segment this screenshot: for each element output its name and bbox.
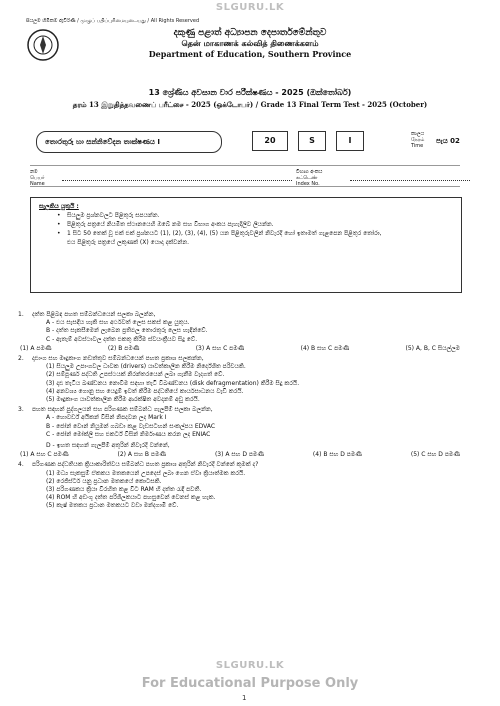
dept-name-english: Department of Education, Southern Province: [148, 49, 352, 59]
list-item: (5) කැෂ් මතකය ප්‍රධාන මතකයට වඩා මන්දගාමී වේ.: [46, 502, 179, 510]
time-label: [411, 131, 435, 149]
name-label-si: නම: [30, 169, 38, 175]
header: [80, 28, 420, 59]
list-item: (4) ROM හි අඩංගු දත්ත පරිශීලකයාට පහසුවෙන් වෙනස් කළ හැක.: [46, 494, 216, 502]
name-field[interactable]: [62, 180, 292, 181]
answer-option: (2) B පමණි: [107, 344, 140, 352]
time-label-si: කාලය: [411, 131, 425, 137]
answer-option: (4) B සහ D පමණි: [312, 451, 362, 459]
answer-option: (1) A පමණි: [20, 344, 52, 352]
question-stem: පහත සඳහන් පුද්ගලයන් සහ පරිගණක සම්බන්ධ ගැලපීම් සලකා බලන්න,: [32, 406, 213, 414]
instruction-item: • 1 සිට 50 තෙක් වූ එක් එක් ප්‍රශ්නයට (1), (2), (3), (4), (5) යන පිළිතුරුවලින් නිවැරදි හෝ ඉතාමත් ගැළපෙන පිළිතුර තෝරා,: [39, 229, 453, 238]
name-index-row: [30, 165, 460, 187]
question-line: C - ඇතැම් අවස්ථාවල දත්ත එකතු කිරීම ස්වයංක්‍රීයව සිදු වේ.: [46, 335, 198, 343]
subject-row: [36, 131, 460, 155]
question-number: 2.: [18, 355, 24, 363]
answer-option: (3) A සහ C පමණි: [195, 344, 245, 352]
question-line: A - එය සැසඳිය හැකි සහ අර්ථවත් ලෙස සකස් කළ යුතුය.: [46, 319, 190, 327]
question-stem: පරිගණක පද්ධතියක ක්‍රියාකාරිත්වය සම්බන්ධ පහත ප්‍රකාශ අතුරින් නිවැරදි වන්නේ කුමක් ද?: [32, 461, 259, 469]
exam-subtitle: தரம் 13 இறுதித்தவணைப் பரீட்சை - 2025 (ஒக்டோபர்) / Grade 13 Final Term Test - 2025 (October): [72, 100, 428, 109]
instruction-item-continued: එය පිළිතුරු පත්‍රයේ ලකුණක් (X) යොදා දක්වන්න.: [67, 239, 190, 246]
answer-options: [18, 451, 480, 459]
list-item: (2) සම්පූර්ණ පද්ධති උපස්ථයක් නිරන්තරයෙන් ලබා ගැනීම වැදගත් වේ.: [46, 371, 225, 379]
question-stem: දෘඪාංග සහ මෘදුකාංග නඩත්තුව සම්බන්ධයෙන් පහත ප්‍රකාශ සලකන්න,: [32, 355, 204, 363]
list-item: (1) මධ්‍ය සැකසුම් ඒකකය මතකයෙන් උපදෙස් ලබා ගෙන ඒවා ක්‍රියාත්මක කරයි.: [46, 469, 246, 477]
question-number: 1.: [18, 311, 24, 318]
watermark-bottom: SLGURU.LK: [215, 660, 285, 671]
question: [18, 311, 480, 353]
answer-option: (3) A සහ D පමණි: [214, 451, 264, 459]
watermark-educational: For Educational Purpose Only: [141, 676, 359, 691]
question-number: 4.: [18, 461, 24, 469]
question-line: B - ජෝන් වොන් නියුමන් ගබඩා කළ වැඩසටහන් සංකල්පය EDVAC: [46, 422, 216, 430]
subject-name: තොරතුරු හා සන්නිවේදන තාක්ෂණය I: [36, 131, 222, 153]
copyright-notice: සියලුම හිමිකම් ඇවිරිණි / முழுப் பதிப்புரிமையுடையது / All Rights Reserved: [26, 18, 200, 24]
list-item: (2) රෙජිස්ටර් යනු ප්‍රධාන මතකයේ කොටසකි.: [46, 477, 162, 485]
list-item: (1) සියලුම උපාංගවල ධාවක (drivers) යාවත්කාලීන කිරීම නිර්දේශිත පරිචයකි.: [46, 363, 246, 371]
subject-code-box: S: [298, 131, 326, 151]
question-line: B - දත්ත සැකසීමෙන් ලැබෙන ප්‍රතිඵල තොරතුරු ලෙස හැඳින්වේ.: [46, 327, 208, 335]
list-item: (5) මෘදුකාංග යාවත්කාලීන කිරීම ආරක්ෂිත අවදානම් අඩු කරයි.: [46, 396, 200, 404]
index-label-ta: சுட்டெண்: [296, 175, 318, 181]
answer-option: (2) A සහ B පමණි: [117, 451, 167, 459]
question-line: C - ජෝන් මෝක්ලි සහ එකර්ට් විසින් නිර්මාණය කරන ලද ENIAC: [46, 430, 211, 438]
list-item: (3) පරිගණකය ක්‍රියා විරහිත කළ විට RAM හි දත්ත රැඳී පවතී.: [46, 486, 202, 494]
subject-code-box: I: [336, 131, 364, 151]
exam-title: 13 ශ්‍රේණිය අවසාන වාර පරීක්ෂණය - 2025 (ඔක්තෝබර්): [148, 88, 352, 97]
time-label-en: Time: [411, 143, 424, 149]
dept-name-sinhala: දකුණු පළාත් අධ්‍යාපන දෙපාර්තමේන්තුව: [173, 28, 327, 38]
watermark-top: SLGURU.LK: [215, 2, 285, 13]
answer-option: (1) A සහ C පමණි: [20, 451, 69, 459]
name-label-en: Name: [30, 181, 45, 187]
question: [18, 406, 480, 459]
instruction-item: • පිළිතුරු පත්‍රයේ නියමිත ස්ථානයෙහි ඔබේ නම සහ විභාග අංකය පැහැදිලිව ලියන්න.: [39, 220, 453, 229]
duration-hours: පැය 02: [436, 137, 460, 145]
instruction-item: • සියලුම ප්‍රශ්නවලට පිළිතුරු සපයන්න.: [39, 211, 453, 220]
instructions-title: සැලකිය යුතුයි :: [39, 203, 79, 210]
question: [18, 461, 480, 510]
subject-code-box: 20: [252, 131, 288, 151]
answer-option: (5) C සහ D පමණි: [410, 451, 460, 459]
question-line: D - ඉහත සඳහන් ගැලපීම් අතුරින් නිවැරදි වන්නේ,: [46, 442, 170, 450]
answer-option: (5) A, B, C සියල්ලම: [405, 344, 460, 352]
department-logo-icon: [26, 28, 60, 62]
time-label-ta: நேரம்: [411, 137, 425, 143]
question-stem: දත්ත පිළිබඳ පහත සම්බන්ධයෙන් සලකා බලන්න,: [32, 311, 156, 318]
answer-option: (4) B සහ C පමණි: [300, 344, 350, 352]
index-number-field[interactable]: [350, 180, 470, 181]
list-item: (4) අනවශ්‍ය ගොනු සහ යෙදුම් ඉවත් කිරීම පද්ධතියේ කාර්යසාධනය වැඩි කරයි.: [46, 387, 244, 395]
questions-section: [18, 311, 480, 513]
index-label-en: Index No.: [296, 181, 320, 187]
list-item: (3) දෘඪ තැටිය ඛණ්ඩනය නොවීම සඳහා තැටි විඛණ්ඩනය (disk defragmentation) කිරීම සිදු කරයි.: [46, 379, 300, 387]
question-number: 3.: [18, 406, 24, 414]
instructions-box: [30, 197, 462, 293]
name-label: [30, 169, 52, 187]
page-number: 1: [242, 694, 247, 702]
question-line: A - හොවර්ඩ් අයිකන් විසින් නිපදවන ලද Mark I: [46, 414, 167, 422]
index-label-si: විභාග අංකය: [296, 169, 323, 175]
name-label-ta: பெயர்: [30, 175, 45, 181]
index-label: [296, 169, 336, 187]
answer-options: [18, 345, 480, 353]
dept-name-tamil: தென் மாகாணக் கல்வித் திணைக்களம்: [181, 39, 319, 48]
question: [18, 355, 480, 404]
